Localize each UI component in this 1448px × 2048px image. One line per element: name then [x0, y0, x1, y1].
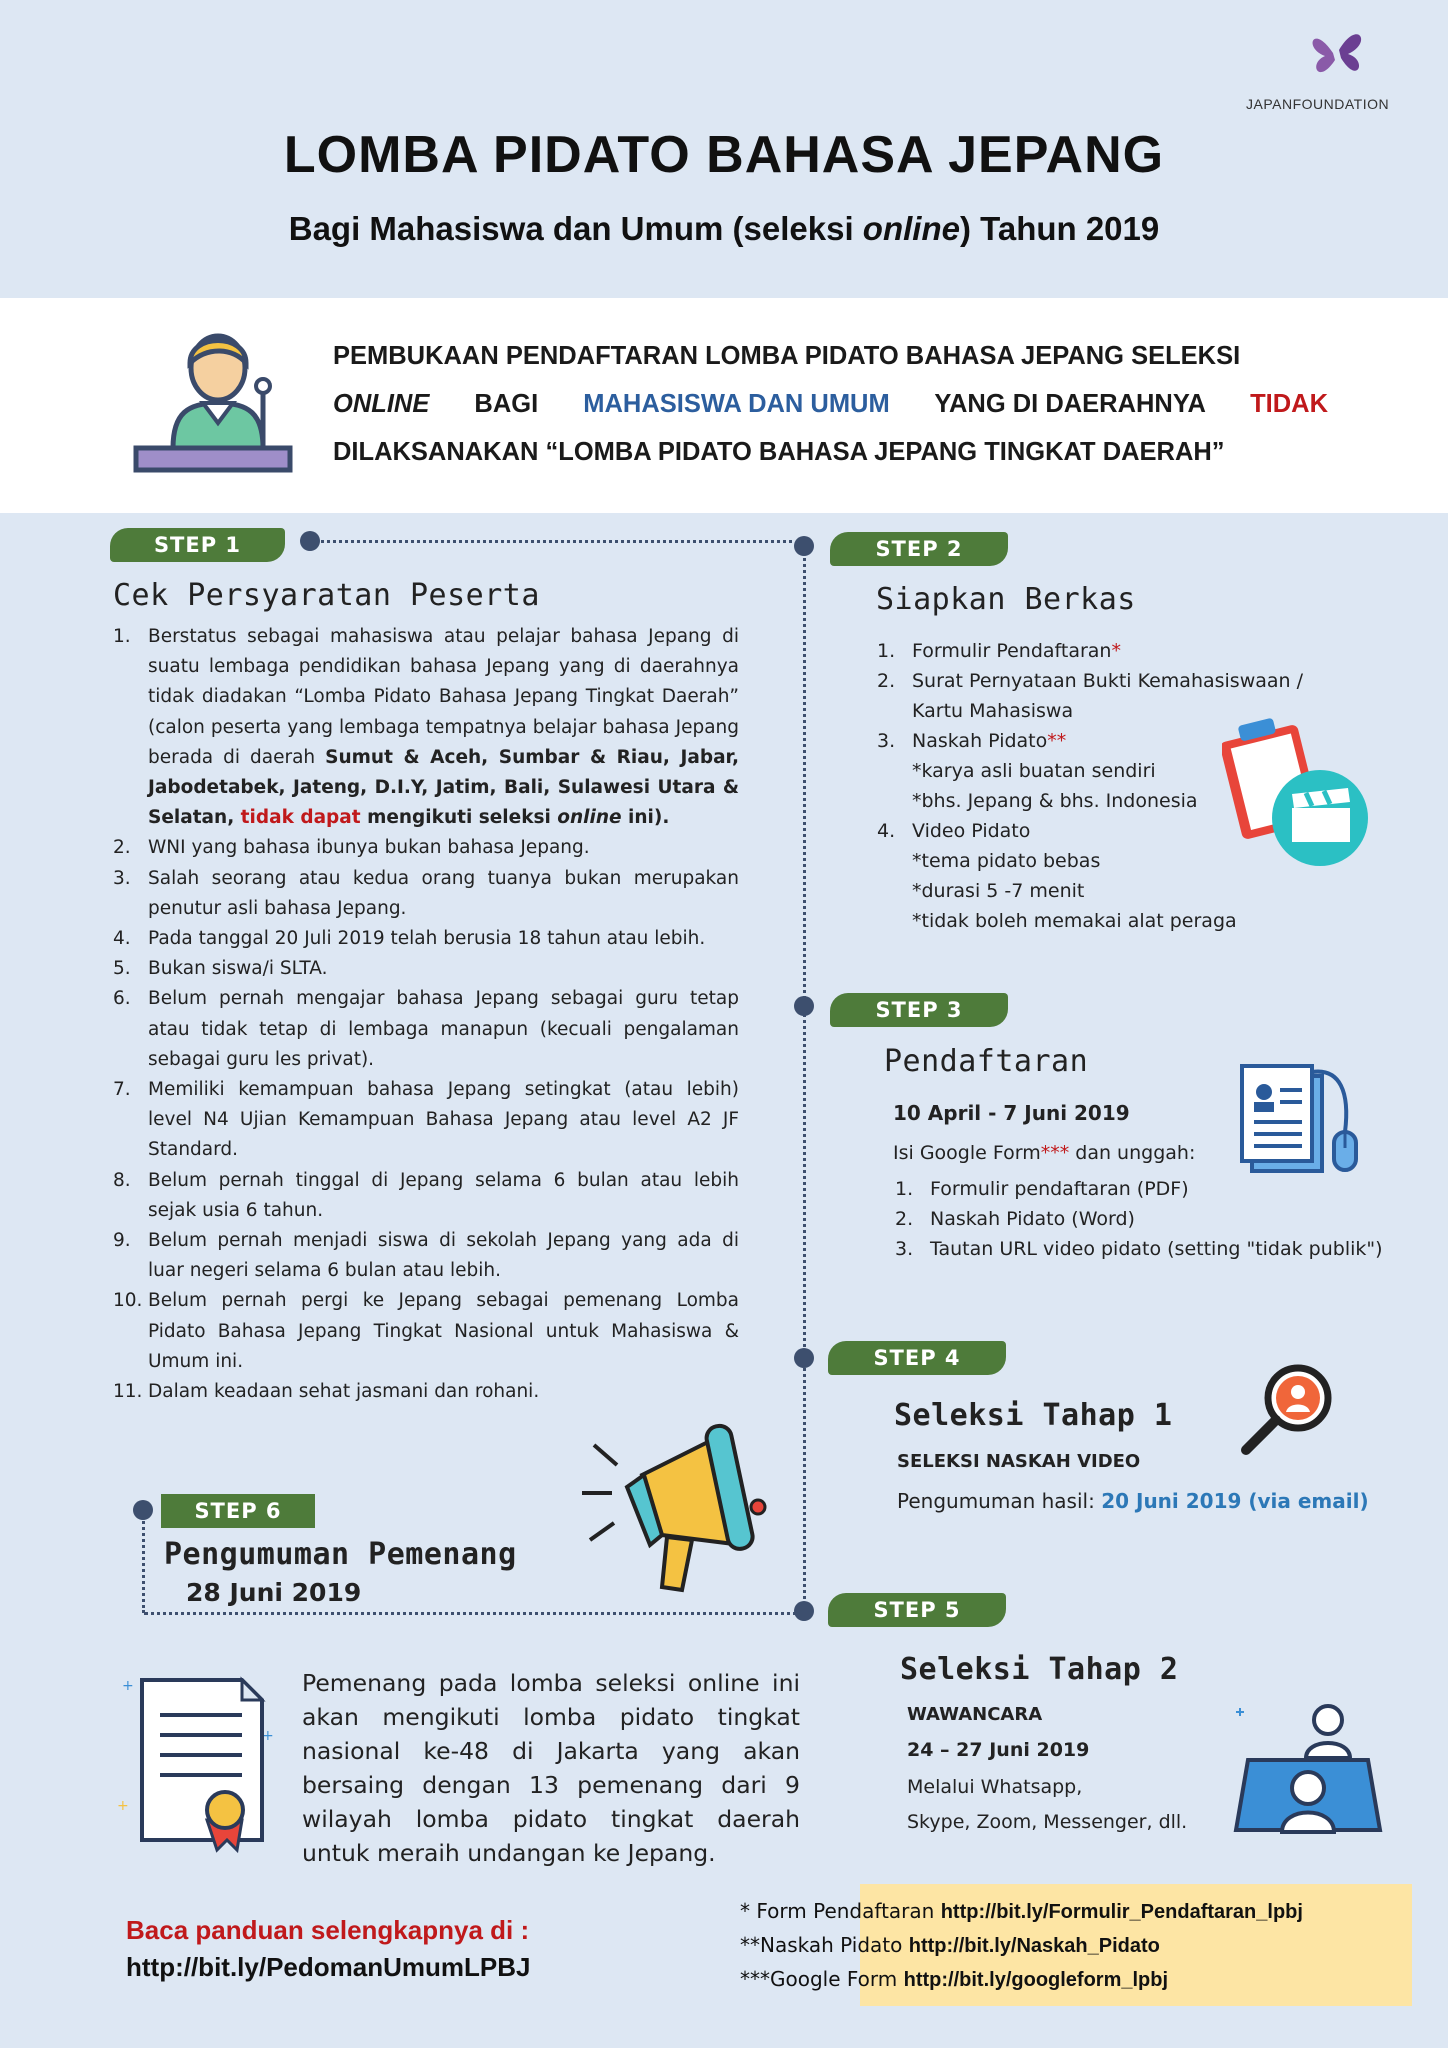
step2-item3-note2: *bhs. Jepang & bhs. Indonesia [912, 790, 1198, 812]
intro-daerah: YANG DI DAERAHNYA [927, 390, 1213, 418]
list-number: 5. [113, 958, 131, 980]
step2-item4-note1: *tema pidato bebas [912, 850, 1101, 872]
req1-d: mengikuti seleksi [360, 807, 558, 829]
req-text: Belum pernah menjadi siswa di sekolah Jepang yang ada di luar negeri selama 6 bulan atau lebih. [148, 1230, 739, 1282]
step2-item3-note1: *karya asli buatan sendiri [912, 760, 1156, 782]
node-step5 [794, 1601, 814, 1621]
svg-text:+: + [262, 1728, 274, 1744]
list-number: 10. [113, 1290, 143, 1312]
step4-ann-label: Pengumuman hasil: [897, 1489, 1102, 1513]
page-subtitle [0, 210, 1448, 248]
step2-item1: Formulir Pendaftaran [912, 640, 1112, 662]
intro-mahasiswa: MAHASISWA DAN UMUM [583, 390, 890, 418]
step5-date: 24 – 27 Juni 2019 [907, 1739, 1090, 1761]
step2-item1-mark: * [1111, 640, 1121, 662]
req1-f: ini). [621, 807, 670, 829]
step3-item: Naskah Pidato (Word) [930, 1208, 1135, 1230]
list-item [113, 864, 739, 924]
link-google [740, 1963, 1303, 1997]
list-item [113, 1075, 739, 1166]
step2-item4-note3: *tidak boleh memakai alat peraga [912, 910, 1237, 932]
winner-paragraph: Pemenang pada lomba seleksi online ini akan mengikuti lomba pidato tingkat nasional ke-48 di Jakarta yang akan bersaing dengan 13 pemenang dari 9 wilayah lomba pidato tingkat daerah untuk meraih undangan ke Jepang. [302, 1669, 800, 1867]
connector-step6 [142, 1510, 145, 1613]
step2-item4: Video Pidato [912, 820, 1031, 842]
req1-online: online [557, 807, 622, 829]
node-step1 [300, 531, 320, 551]
intro-bagi: BAGI [467, 390, 546, 418]
interview-icon [1228, 1700, 1388, 1850]
req1-regions: Sumut & Aceh, Sumbar & Riau, Jabar, Jabodetabek, Jateng, D.I.Y, Jatim, Bali, Sulawesi Utara & Selatan, [148, 746, 739, 829]
link-naskah [740, 1929, 1303, 1963]
guide-link[interactable]: http://bit.ly/PedomanUmumLPBJ [126, 1952, 531, 1982]
node-step4 [794, 1348, 814, 1368]
step3-item: Tautan URL video pidato (setting "tidak publik") [930, 1238, 1383, 1260]
step1-heading: Cek Persyaratan Peserta [113, 578, 540, 613]
intro-tidak: TIDAK [1250, 390, 1328, 418]
list-item [113, 1377, 739, 1407]
step2-heading: Siapkan Berkas [876, 582, 1136, 617]
step2-label: STEP 2 [830, 532, 1008, 566]
intro-online: ONLINE [333, 390, 430, 418]
list-item [113, 1226, 739, 1286]
link-google-url[interactable]: http://bit.ly/googleform_lpbj [903, 1969, 1169, 1991]
step3-item: Formulir pendaftaran (PDF) [930, 1178, 1189, 1200]
svg-text:+: + [122, 1678, 134, 1694]
list-number: 3. [113, 867, 131, 889]
magnifier-user-icon [1236, 1360, 1346, 1460]
node-step2 [794, 536, 814, 556]
list-item [113, 984, 739, 1075]
link-google-label: ***Google Form [740, 1967, 904, 1991]
node-step6 [133, 1500, 153, 1520]
documents-video-icon [1222, 710, 1372, 870]
req1-tidak-dapat: tidak dapat [240, 807, 361, 829]
step4-label: STEP 4 [828, 1341, 1006, 1375]
link-naskah-label: **Naskah Pidato [740, 1933, 909, 1957]
guide-label: Baca panduan selengkapnya di : [126, 1915, 530, 1945]
subtitle-pre: Bagi Mahasiswa dan Umum (seleksi [288, 210, 863, 247]
list-number: 1. [877, 640, 896, 662]
list-number: 1. [113, 626, 131, 647]
list-item [113, 954, 739, 984]
list-item [113, 622, 739, 833]
list-number: 4. [113, 928, 131, 950]
step3-intro-mark: *** [1040, 1142, 1070, 1164]
intro-text [333, 332, 1333, 476]
step6-heading: Pengumuman Pemenang [164, 1537, 517, 1572]
req-text: Salah seorang atau kedua orang tuanya bukan merupakan penutur asli bahasa Jepang. [148, 867, 739, 919]
step2-item4-note2: *durasi 5 -7 menit [912, 880, 1085, 902]
step3-intro-a: Isi Google Form [893, 1142, 1041, 1164]
link-form [740, 1895, 1303, 1929]
step6-label: STEP 6 [161, 1494, 315, 1528]
certificate-icon [112, 1660, 282, 1860]
requirements-list [113, 622, 739, 1407]
connector-step1 [314, 540, 800, 543]
req-text: Belum pernah pergi ke Jepang sebagai pemenang Lomba Pidato Bahasa Jepang Tingkat Nasional untuk Mahasiswa & Umum ini. [148, 1290, 739, 1372]
link-form-label: * Form Pendaftaran [740, 1899, 941, 1923]
req-text: WNI yang bahasa ibunya bukan bahasa Jepang. [148, 837, 590, 859]
logo-text: JAPANFOUNDATION [1246, 96, 1390, 112]
req-text: Belum pernah tinggal di Jepang selama 6 bulan atau lebih sejak usia 6 tahun. [148, 1169, 739, 1221]
list-item [895, 1204, 1415, 1234]
step3-intro [893, 1138, 1195, 1168]
subtitle-italic: online [862, 210, 960, 247]
subtitle-post: ) Tahun 2019 [959, 210, 1160, 247]
step5-heading: Seleksi Tahap 2 [900, 1652, 1179, 1687]
list-number: 2. [113, 837, 131, 859]
req-text: Dalam keadaan sehat jasmani dan rohani. [148, 1381, 540, 1403]
node-step3 [794, 996, 814, 1016]
step2-item3-mark: ** [1047, 730, 1067, 752]
step6-date: 28 Juni 2019 [186, 1578, 362, 1607]
list-number: 11. [113, 1381, 143, 1403]
butterfly-icon [1303, 18, 1373, 88]
req-text: Bukan siswa/i SLTA. [148, 958, 328, 980]
page-title: LOMBA PIDATO BAHASA JEPANG [283, 126, 1165, 184]
list-number: 9. [113, 1230, 131, 1252]
list-item [895, 1234, 1415, 1264]
intro-line-3: DILAKSANAKAN “LOMBA PIDATO BAHASA JEPANG TINGKAT DAERAH” [333, 438, 1225, 466]
link-naskah-url[interactable]: http://bit.ly/Naskah_Pidato [908, 1935, 1160, 1957]
step5-line1: Melalui Whatsapp, [907, 1776, 1083, 1798]
step5-label: STEP 5 [828, 1593, 1006, 1627]
svg-text:+: + [117, 1798, 129, 1814]
req-text: Pada tanggal 20 Juli 2019 telah berusia 18 tahun atau lebih. [148, 928, 706, 950]
timeline-vertical [803, 545, 806, 1611]
req1-a: Berstatus sebagai mahasiswa atau pelajar bahasa Jepang di suatu lembaga pendidikan bahasa Jepang yang di daerahnya tidak diadakan “Lomba Pidato Bahasa Jepang Tingkat Daerah” (calon peserta yang lembaga tempatnya belajar bahasa Jepang berada di daerah [148, 626, 739, 768]
speaker-podium-icon [128, 318, 298, 488]
req-text: Belum pernah mengajar bahasa Jepang sebagai guru tetap atau tidak tetap di lembaga manapun (kecuali pengalaman sebagai guru les privat). [148, 988, 739, 1070]
link-form-url[interactable]: http://bit.ly/Formulir_Pendaftaran_lpbj [940, 1901, 1303, 1923]
megaphone-icon [572, 1415, 782, 1605]
list-item [113, 833, 739, 863]
list-item [113, 1166, 739, 1226]
step5-sub: WAWANCARA [907, 1704, 1043, 1725]
step3-label: STEP 3 [830, 993, 1008, 1027]
step4-announcement [897, 1486, 1369, 1516]
step3-intro-b: dan unggah: [1069, 1142, 1196, 1164]
step2-item3: Naskah Pidato [912, 730, 1048, 752]
japan-foundation-logo [1246, 18, 1390, 118]
req-text: Memiliki kemampuan bahasa Jepang setingkat (atau lebih) level N4 Ujian Kemampuan Bahasa Jepang atau level A2 JF Standard. [148, 1079, 739, 1161]
list-number: 3. [895, 1238, 914, 1260]
list-item [113, 1286, 739, 1377]
intro-line-1: PEMBUKAAN PENDAFTARAN LOMBA PIDATO BAHASA JEPANG SELEKSI [333, 342, 1241, 370]
list-number: 8. [113, 1169, 131, 1191]
list-number: 2. [877, 670, 896, 692]
list-item [113, 924, 739, 954]
resume-mouse-icon [1240, 1062, 1370, 1192]
step2-item2: Surat Pernyataan Bukti Kemahasiswaan / Kartu Mahasiswa [912, 670, 1304, 722]
list-number: 1. [895, 1178, 914, 1200]
list-number: 4. [877, 820, 896, 842]
list-number: 2. [895, 1208, 914, 1230]
step4-sub: SELEKSI NASKAH VIDEO [897, 1451, 1141, 1472]
step3-date: 10 April - 7 Juni 2019 [893, 1101, 1130, 1125]
step4-ann-value: 20 Juni 2019 (via email) [1101, 1489, 1369, 1513]
connector-step5-left [144, 1612, 804, 1615]
step3-heading: Pendaftaran [884, 1044, 1089, 1079]
link-list [740, 1895, 1303, 1997]
intro-line-2 [333, 380, 1328, 428]
list-number: 6. [113, 988, 131, 1010]
list-item [877, 636, 1357, 666]
step1-label: STEP 1 [110, 528, 285, 562]
list-number: 7. [113, 1079, 131, 1101]
step5-line2: Skype, Zoom, Messenger, dll. [907, 1811, 1188, 1833]
list-number: 3. [877, 730, 896, 752]
step4-heading: Seleksi Tahap 1 [894, 1398, 1173, 1433]
